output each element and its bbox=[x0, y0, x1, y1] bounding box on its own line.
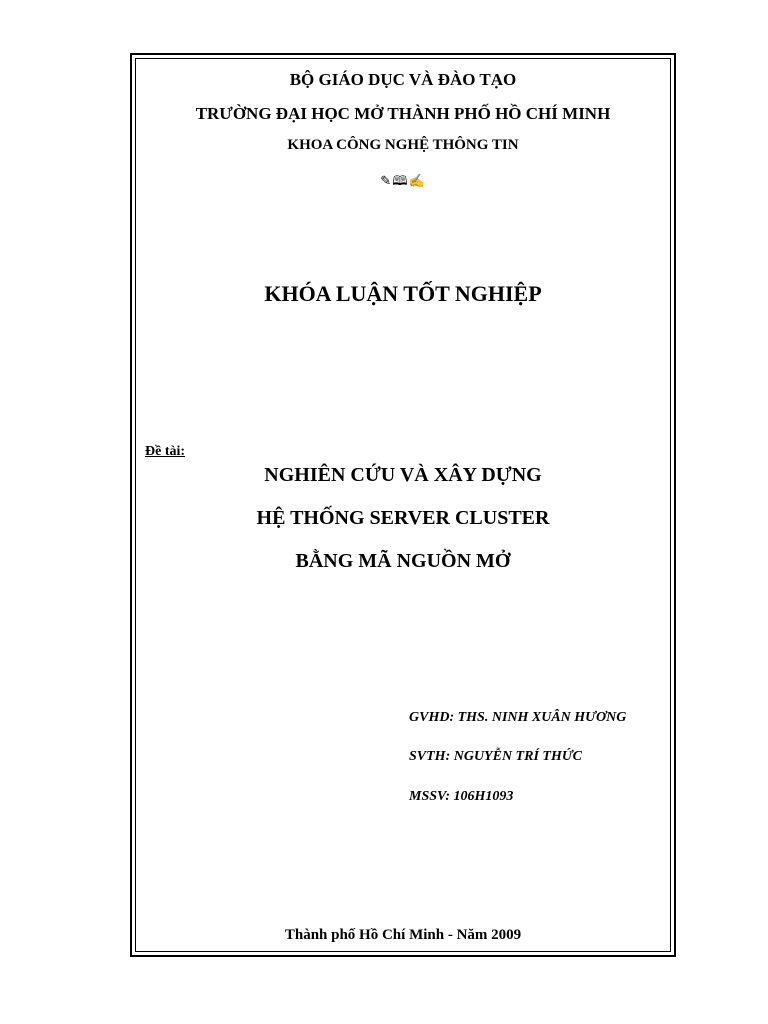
university-heading: TRƯỜNG ĐẠI HỌC MỞ THÀNH PHỐ HỒ CHÍ MINH bbox=[195, 104, 611, 123]
topic-title-line-2: HỆ THỐNG SERVER CLUSTER bbox=[256, 507, 550, 529]
ornament-icon: ✎🕮✍ bbox=[380, 173, 426, 188]
place-year-footer: Thành phố Hồ Chí Minh - Năm 2009 bbox=[284, 927, 522, 943]
topic-label: Đề tài: bbox=[145, 444, 186, 459]
topic-title-line-3: BẰNG MÃ NGUỒN MỞ bbox=[295, 550, 511, 572]
ministry-heading: BỘ GIÁO DỤC VÀ ĐÀO TẠO bbox=[289, 70, 517, 89]
topic-title-line-1: NGHIÊN CỨU VÀ XÂY DỰNG bbox=[264, 464, 542, 486]
document-type-title: KHÓA LUẬN TỐT NGHIỆP bbox=[264, 281, 542, 306]
student-id-info: MSSV: 106H1093 bbox=[409, 789, 514, 804]
student-info: SVTH: NGUYỄN TRÍ THỨC bbox=[409, 749, 583, 764]
faculty-heading: KHOA CÔNG NGHỆ THÔNG TIN bbox=[287, 137, 519, 153]
advisor-info: GVHD: THS. NINH XUÂN HƯƠNG bbox=[409, 710, 627, 725]
